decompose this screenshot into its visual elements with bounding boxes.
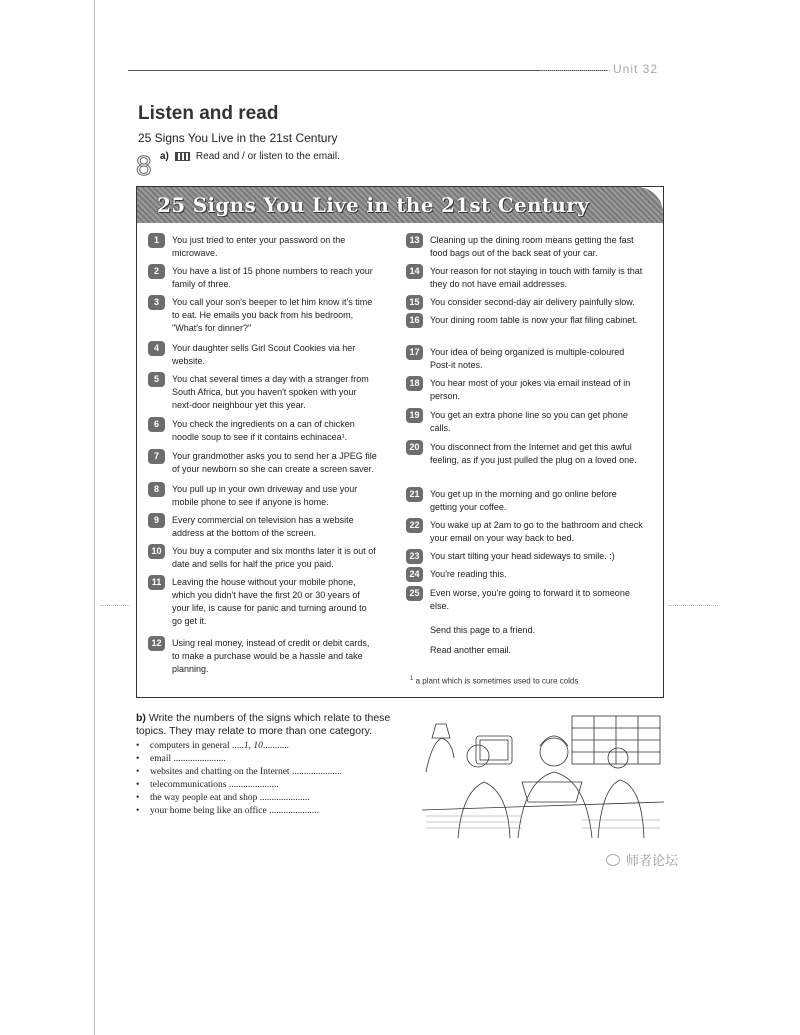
sign-text: You're reading this. — [430, 569, 507, 579]
sign-item — [406, 587, 644, 613]
topic-item — [136, 779, 342, 792]
header-rule-dots — [540, 70, 610, 71]
watermark — [606, 850, 678, 869]
sign-number-badge: 25 — [406, 586, 423, 601]
topic-text — [150, 805, 319, 818]
sign-text: You check the ingredients on a can of chicken noodle soup to see if it contains echinacea¹. — [172, 419, 355, 442]
sign-number-badge: 14 — [406, 264, 423, 279]
scan-dotted-mark-left — [100, 605, 130, 606]
sign-text: Using real money, instead of credit or debit cards, to make a purchase would be a hassle and take planning. — [172, 638, 370, 674]
sign-item — [148, 483, 378, 509]
sign-number-badge: 12 — [148, 636, 165, 651]
sign-number-badge: 6 — [148, 417, 165, 432]
sign-number-badge: 19 — [406, 408, 423, 423]
sign-number-badge: 22 — [406, 518, 423, 533]
sign-text: You hear most of your jokes via email instead of in person. — [430, 378, 631, 401]
sign-text: You start tilting your head sideways to smile. :) — [430, 551, 615, 561]
sign-text: Your dining room table is now your flat filing cabinet. — [430, 315, 638, 325]
cd-audio-icon — [175, 152, 190, 161]
topic-text — [150, 766, 342, 779]
sign-text: You just tried to enter your password on the microwave. — [172, 235, 346, 258]
sign-text: Your daughter sells Girl Scout Cookies via her website. — [172, 343, 356, 366]
sign-number-badge: 2 — [148, 264, 165, 279]
topic-item — [136, 766, 342, 779]
sign-number-badge: 4 — [148, 341, 165, 356]
sign-text: Your idea of being organized is multiple-coloured Post-it notes. — [430, 347, 625, 370]
sign-text: Your reason for not staying in touch with family is that they do not have email addresses. — [430, 266, 643, 289]
exercise-number: 8 — [136, 150, 152, 181]
topic-item — [136, 805, 342, 818]
sign-text: You buy a computer and six months later it is out of date and sells for half the price you paid. — [172, 546, 376, 569]
closing-line-read: Read another email. — [430, 645, 512, 655]
part-a-instruction — [160, 151, 340, 162]
sign-item — [406, 234, 644, 260]
sign-item — [148, 234, 378, 260]
answer-dots: ..................... — [259, 793, 310, 803]
topic-label: email — [150, 754, 172, 764]
answer-dots: ...................... — [173, 754, 226, 764]
bullet-icon: • — [136, 741, 140, 751]
sign-number-badge: 17 — [406, 345, 423, 360]
banner-title: 25 Signs You Live in the 21st Century — [157, 193, 590, 217]
topic-text — [150, 740, 289, 753]
topic-label: the way people eat and shop — [150, 793, 258, 803]
sign-number-badge: 24 — [406, 567, 423, 582]
sign-text: You get up in the morning and go online before getting your coffee. — [430, 489, 617, 512]
bullet-icon: • — [136, 780, 140, 790]
section-subtitle: 25 Signs You Live in the 21st Century — [138, 131, 338, 145]
sign-item — [406, 550, 644, 563]
footnote-mark: 1 — [410, 676, 414, 682]
sign-item — [406, 296, 644, 309]
sign-text: You get an extra phone line so you can get phone calls. — [430, 410, 628, 433]
part-b-text: Write the numbers of the signs which relate to these topics. They may relate to more than one category. — [136, 712, 391, 737]
sign-text: Even worse, you're going to forward it to someone else. — [430, 588, 630, 611]
sign-item — [148, 514, 378, 540]
sign-text: You pull up in your own driveway and use your mobile phone to see if anyone is home. — [172, 484, 358, 507]
sign-number-badge: 5 — [148, 372, 165, 387]
handwritten-answer: 1, 10 — [243, 741, 263, 751]
answer-dots: ..................... — [228, 780, 279, 790]
part-b-instruction — [136, 712, 406, 738]
sign-text: Leaving the house without your mobile phone, which you didn't have the first 20 or 30 years of your life, is cause for panic and turning around to go get it. — [172, 577, 367, 626]
sign-number-badge: 3 — [148, 295, 165, 310]
bullet-icon: • — [136, 767, 140, 777]
topic-text — [150, 792, 310, 805]
sign-item — [148, 576, 378, 628]
wechat-icon — [606, 854, 620, 866]
sign-number-badge: 15 — [406, 295, 423, 310]
sign-text: Every commercial on television has a website address at the bottom of the screen. — [172, 515, 354, 538]
sign-number-badge: 21 — [406, 487, 423, 502]
bullet-icon: • — [136, 793, 140, 803]
office-illustration — [422, 712, 664, 838]
bullet-icon: • — [136, 754, 140, 764]
answer-dots: ........... — [262, 741, 290, 751]
topic-text — [150, 753, 226, 766]
bullet-icon: • — [136, 806, 140, 816]
sign-item — [406, 519, 644, 545]
sign-item — [406, 377, 644, 403]
topic-label: telecommunications — [150, 780, 227, 790]
topic-item — [136, 792, 342, 805]
topic-text — [150, 779, 279, 792]
sign-item — [148, 545, 378, 571]
sign-item — [148, 418, 378, 444]
sign-number-badge: 8 — [148, 482, 165, 497]
sign-item — [148, 296, 378, 335]
sign-item — [406, 568, 644, 581]
part-a-text: Read and / or listen to the email. — [195, 151, 340, 162]
scan-dotted-mark-right — [668, 605, 718, 606]
binder-margin-line — [94, 0, 95, 1035]
section-title: Listen and read — [138, 103, 279, 124]
sign-item — [148, 637, 378, 676]
sign-number-badge: 10 — [148, 544, 165, 559]
sign-item — [406, 441, 644, 467]
sign-item — [148, 265, 378, 291]
sign-item — [148, 450, 378, 476]
sign-number-badge: 7 — [148, 449, 165, 464]
sign-item — [406, 265, 644, 291]
topic-label: websites and chatting on the Internet — [150, 767, 290, 777]
topic-label: your home being like an office — [150, 806, 267, 816]
sign-item — [148, 373, 378, 412]
topic-list — [136, 740, 342, 818]
sign-number-badge: 11 — [148, 575, 165, 590]
sign-item — [406, 314, 644, 327]
sign-item — [406, 409, 644, 435]
sign-number-badge: 13 — [406, 233, 423, 248]
sign-number-badge: 9 — [148, 513, 165, 528]
sign-number-badge: 23 — [406, 549, 423, 564]
sign-text: You call your son's beeper to let him know it's time to eat. He emails you back from his bedroom, "What's for dinner?" — [172, 297, 373, 333]
topic-item — [136, 740, 342, 753]
watermark-text: 师者论坛 — [626, 853, 679, 868]
sign-number-badge: 18 — [406, 376, 423, 391]
sign-text: You chat several times a day with a stranger from South Africa, but you haven't spoken with your next-door neighbour yet this year. — [172, 374, 369, 410]
answer-dots: ..................... — [269, 806, 319, 816]
sign-text: You consider second-day air delivery painfully slow. — [430, 297, 635, 307]
sign-text: Your grandmother asks you to send her a JPEG file of your newborn so she can create a screen saver. — [172, 451, 377, 474]
part-b-letter: b) — [136, 712, 146, 724]
header-rule — [128, 70, 608, 71]
sign-text: You wake up at 2am to go to the bathroom and check your email on your way back to bed. — [430, 520, 643, 543]
sign-number-badge: 20 — [406, 440, 423, 455]
sign-item — [406, 488, 644, 514]
sign-text: You disconnect from the Internet and get this awful feeling, as if you just pulled the plug on a loved one. — [430, 442, 637, 465]
sign-number-badge: 16 — [406, 313, 423, 328]
answer-dots: ..... — [232, 741, 244, 751]
footnote — [410, 676, 578, 686]
sign-text: Cleaning up the dining room means getting the fast food bags out of the back seat of your car. — [430, 235, 634, 258]
sign-text: You have a list of 15 phone numbers to reach your family of three. — [172, 266, 373, 289]
footnote-text: a plant which is sometimes used to cure colds — [415, 676, 579, 686]
part-a-letter: a) — [160, 151, 169, 162]
sign-item — [406, 346, 644, 372]
closing-line-send: Send this page to a friend. — [430, 625, 536, 635]
topic-label: computers in general — [150, 741, 230, 751]
sign-item — [148, 342, 378, 368]
title-banner — [137, 187, 663, 223]
answer-dots: ..................... — [291, 767, 342, 777]
unit-label: Unit 32 — [613, 62, 659, 76]
topic-item — [136, 753, 342, 766]
sign-number-badge: 1 — [148, 233, 165, 248]
